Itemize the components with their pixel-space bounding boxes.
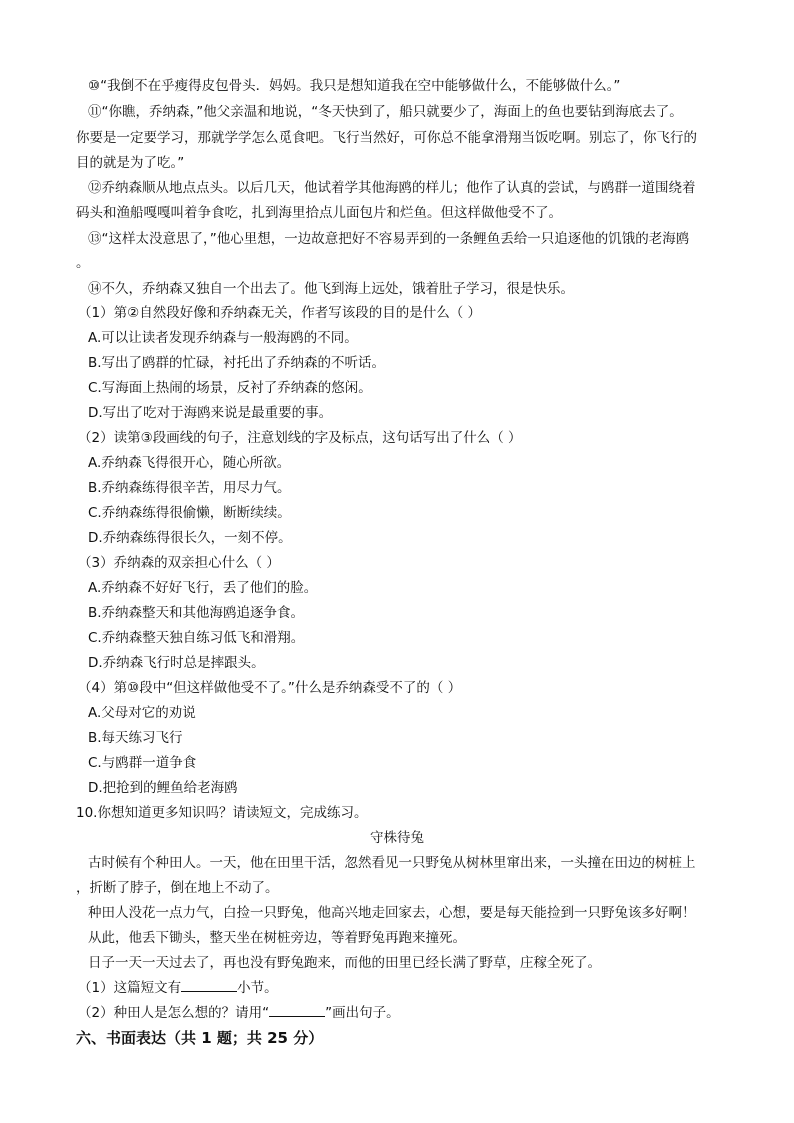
question-2-option-d: D.乔纳森练得很长久，一刻不停。 [88,530,292,546]
paragraph-10: ⑩“我倒不在乎瘦得皮包骨头．妈妈。我只是想知道我在空中能够做什么，不能够做什么。” [88,78,621,94]
sub-question-2-prefix: （2）种田人是怎么想的？请用“ [78,1005,270,1021]
question-2-option-c: C.乔纳森练得很偷懒，断断续续。 [88,505,291,521]
answer-blank-1[interactable] [181,978,237,992]
paragraph-11-line-1: ⑪“你瞧，乔纳森，”他父亲温和地说，“冬天快到了，船只就要少了，海面上的鱼也要钻到海底去了。 [88,104,683,120]
question-4-option-c: C.与鸥群一道争食 [88,755,197,771]
paragraph-13-line-2: 。 [76,255,90,271]
question-4-option-b: B.每天练习飞行 [88,730,183,746]
paragraph-11-line-2: 你要是一定要学习，那就学学怎么觅食吧。飞行当然好，可你总不能拿滑翔当饭吃啊。别忘了，你飞行的 [76,130,697,146]
question-4-option-d: D.把抢到的鲤鱼给老海鸥 [88,780,238,796]
sub-question-2 [78,1003,400,1023]
question-1-option-a: A.可以让读者发现乔纳森与一般海鸥的不同。 [88,330,358,346]
question-3-option-d: D.乔纳森飞行时总是摔跟头。 [88,655,265,671]
paragraph-12-line-2: 码头和渔船嘎嘎叫着争食吃，扎到海里拾点儿面包片和烂鱼。但这样做他受不了。 [76,205,562,221]
paragraph-11-line-3: 目的就是为了吃。” [76,155,185,171]
question-2-option-a: A.乔纳森飞得很开心，随心所欲。 [88,455,291,471]
question-10-prompt: 10.你想知道更多知识吗？请读短文，完成练习。 [76,805,368,821]
question-1-option-b: B.写出了鸥群的忙碌，衬托出了乔纳森的不听话。 [88,355,386,371]
question-3-option-a: A.乔纳森不好好飞行，丢了他们的脸。 [88,580,318,596]
story-line-1: 古时候有个种田人。一天，他在田里干活，忽然看见一只野兔从树林里窜出来，一头撞在田边的树桩上 [88,855,696,871]
paragraph-14: ⑭不久，乔纳森又独自一个出去了。他飞到海上远处，饿着肚子学习，很是快乐。 [88,281,574,297]
question-3-stem: （3）乔纳森的双亲担心什么（ ） [78,555,280,571]
question-3-option-b: B.乔纳森整天和其他海鸥追逐争食。 [88,605,305,621]
section-heading-6: 六、书面表达（共 1 题；共 25 分） [76,1029,324,1047]
question-2-stem: （2）读第③段画线的句子，注意划线的字及标点，这句话写出了什么（ ） [78,430,522,446]
question-1-option-d: D.写出了吃对于海鸥来说是最重要的事。 [88,405,333,421]
paragraph-13-line-1: ⑬“这样太没意思了，”他心里想，一边故意把好不容易弄到的一条鲤鱼丢给一只追逐他的饥饿的老海鸥 [88,231,690,247]
sub-question-1-prefix: （1）这篇短文有 [78,980,182,996]
question-4-option-a: A.父母对它的劝说 [88,705,196,721]
question-3-option-c: C.乔纳森整天独自练习低飞和滑翔。 [88,630,305,646]
story-title: 守株待兔 [370,830,424,846]
story-line-2: ，折断了脖子，倒在地上不动了。 [76,880,279,896]
answer-blank-2[interactable] [269,1003,325,1017]
story-line-5: 日子一天一天过去了，再也没有野兔跑来，而他的田里已经长满了野草，庄稼全死了。 [88,955,601,971]
question-2-option-b: B.乔纳森练得很辛苦，用尽力气。 [88,480,291,496]
story-line-3: 种田人没花一点力气，白捡一只野兔，他高兴地走回家去，心想，要是每天能捡到一只野兔该多好啊！ [88,905,696,921]
sub-question-2-suffix: ”画出句子。 [325,1005,400,1021]
question-1-stem: （1）第②自然段好像和乔纳森无关，作者写该段的目的是什么（ ） [78,305,481,321]
sub-question-1-suffix: 小节。 [237,980,278,996]
question-4-stem: （4）第⑩段中“但这样做他受不了。”什么是乔纳森受不了的（ ） [78,680,462,696]
paragraph-12-line-1: ⑫乔纳森顺从地点点头。以后几天，他试着学其他海鸥的样儿；他作了认真的尝试，与鸥群一道围绕着 [88,180,696,196]
question-1-option-c: C.写海面上热闹的场景，反衬了乔纳森的悠闲。 [88,380,372,396]
sub-question-1 [78,978,278,998]
story-line-4: 从此，他丢下锄头，整天坐在树桩旁边，等着野兔再跑来撞死。 [88,930,466,946]
